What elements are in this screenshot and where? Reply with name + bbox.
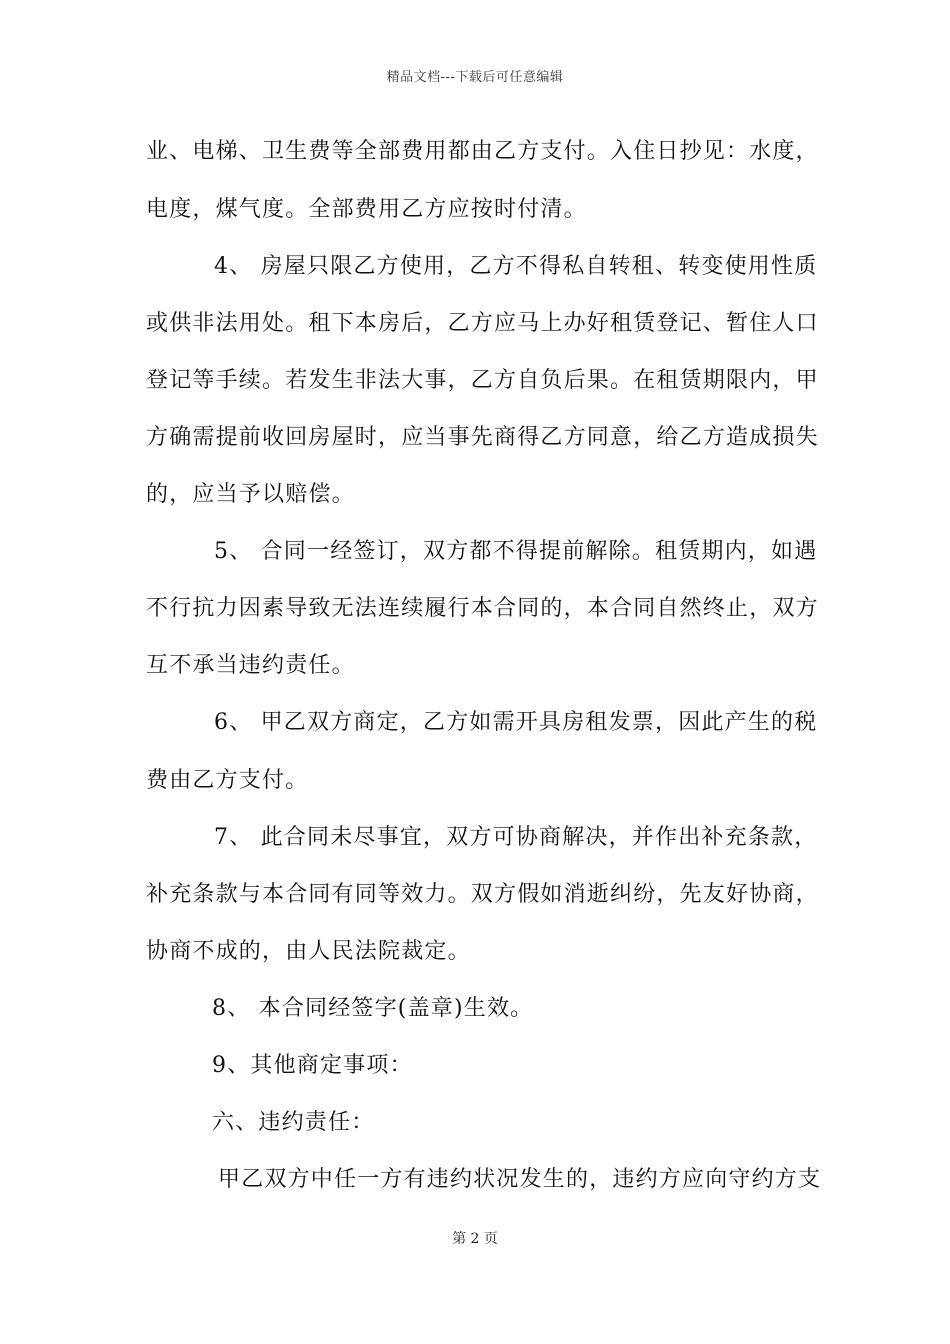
text-line: 6、 甲乙双方商定，乙方如需开具房租发票，因此产生的税 bbox=[214, 710, 818, 735]
text-line: 业、电梯、卫生费等全部费用都由乙方支付。入住日抄见：水度， bbox=[146, 139, 819, 164]
text-line: 方确需提前收回房屋时，应当事先商得乙方同意，给乙方造成损失 bbox=[146, 425, 819, 450]
text-line: 甲乙双方中任一方有违约状况发生的，违约方应向守约方支 bbox=[218, 1167, 822, 1192]
text-line: 9、其他商定事项： bbox=[212, 1053, 413, 1078]
text-line: 补充条款与本合同有同等效力。双方假如消逝纠纷，先友好协商， bbox=[146, 882, 819, 907]
text-line: 协商不成的，由人民法院裁定。 bbox=[146, 939, 471, 964]
text-line: 4、 房屋只限乙方使用，乙方不得私自转租、转变使用性质 bbox=[214, 254, 818, 279]
text-line: 六、违约责任： bbox=[212, 1110, 375, 1135]
text-line: 5、 合同一经签订，双方都不得提前解除。租赁期内，如遇 bbox=[214, 539, 818, 564]
text-line: 的，应当予以赔偿。 bbox=[146, 482, 355, 507]
page-header: 精品文档---下载后可任意编辑 bbox=[386, 70, 564, 85]
text-line: 8、 本合同经签字(盖章)生效。 bbox=[212, 996, 534, 1021]
text-line: 不行抗力因素导致无法连续履行本合同的，本合同自然终止，双方 bbox=[146, 596, 819, 621]
text-line: 7、 此合同未尽事宜，双方可协商解决，并作出补充条款， bbox=[214, 825, 818, 850]
text-line: 或供非法用处。租下本房后，乙方应马上办好租赁登记、暂住人口 bbox=[146, 311, 819, 336]
page-footer: 第 2 页 bbox=[452, 1231, 498, 1247]
text-line: 费由乙方支付。 bbox=[146, 768, 309, 793]
text-line: 互不承当违约责任。 bbox=[146, 653, 355, 678]
text-line: 电度，煤气度。全部费用乙方应按时付清。 bbox=[146, 197, 587, 222]
text-line: 登记等手续。若发生非法大事，乙方自负后果。在租赁期限内，甲 bbox=[146, 368, 819, 393]
